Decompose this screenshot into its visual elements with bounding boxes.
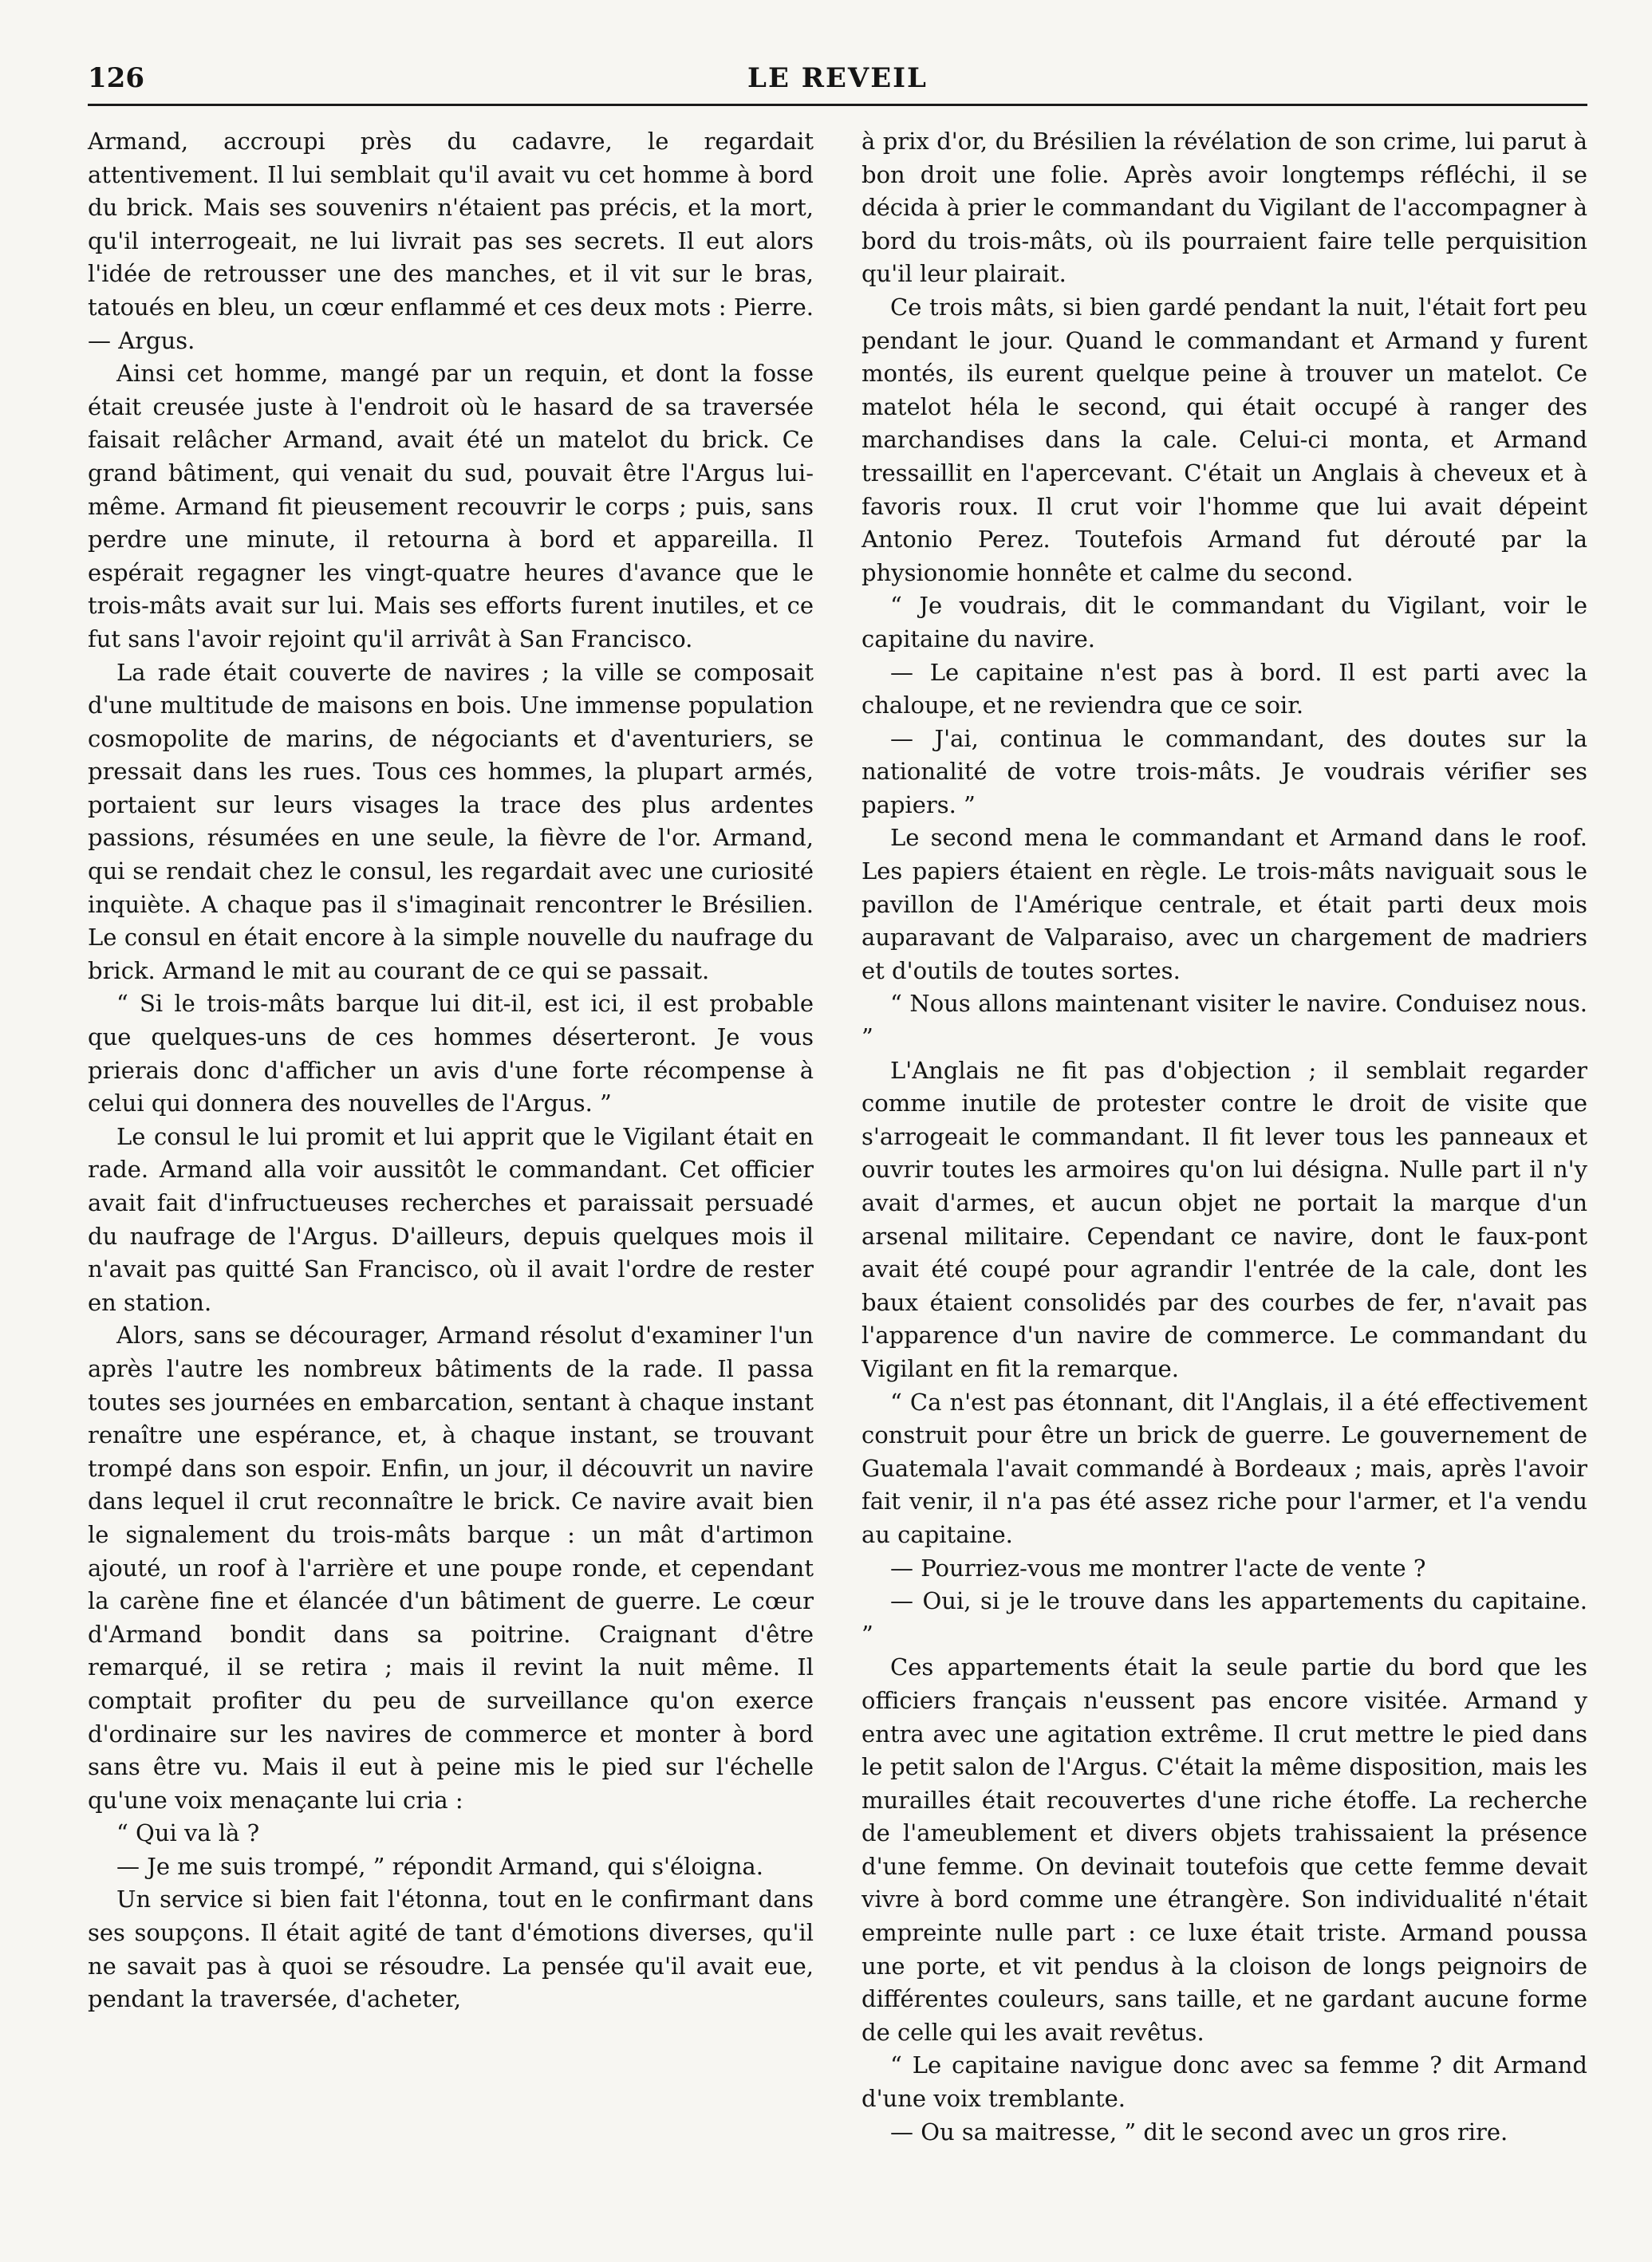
paragraph: “ Le capitaine navigue donc avec sa femme ? dit Armand d'une voix tremblante. — [861, 2051, 1587, 2113]
paragraph: Ainsi cet homme, mangé par un requin, et dont la fosse était creusée juste à l'endroit où le hasard de sa traversée faisait relâcher Armand, avait été un matelot du brick. Ce grand bâtiment, qui venait du sud, pouvait être l'Argus lui-même. Armand fit pieusement recouvrir le corps ; puis, sans perdre une minute, il retourna à bord et appareilla. Il espérait regagner les vingt-quatre heures d'avance que le trois-mâts avait sur lui. Mais ses efforts furent inutiles, et ce fut sans l'avoir rejoint qu'il arrivât à San Francisco. — [88, 360, 814, 652]
paragraph: Le consul le lui promit et lui apprit que le Vigilant était en rade. Armand alla voir aussitôt le commandant. Cet officier avait fait d'infructueuses recherches et paraissait persuadé du naufrage de l'Argus. D'ailleurs, depuis quelques mois il n'avait pas quitté San Francisco, où il avait l'ordre de rester en station. — [88, 1122, 814, 1316]
paragraph: — Je me suis trompé, ” répondit Armand, qui s'éloigna. — [116, 1852, 763, 1880]
paragraph: Armand, accroupi près du cadavre, le regardait attentivement. Il lui semblait qu'il avait vu cet homme à bord du brick. Mais ses souvenirs n'étaient pas précis, et la mort, qu'il interrogeait, ne lui livrait pas ses secrets. Il eut alors l'idée de retrousser une des manches, et il vit sur le bras, tatoués en bleu, un cœur enflammé et ces deux mots : Pierre. — Argus. — [88, 128, 814, 354]
paragraph: La rade était couverte de navires ; la ville se composait d'une multitude de maisons en bois. Une immense population cosmopolite de marins, de négociants et d'aventuriers, se pressait dans les rues. Tous ces hommes, la plupart armés, portaient sur leurs visages la trace des plus ardentes passions, résumées en une seule, la fièvre de l'or. Armand, qui se rendait chez le consul, les regardait avec une curiosité inquiète. A chaque pas il s'imaginait rencontrer le Brésilien. Le consul en était encore à la simple nouvelle du naufrage du brick. Armand le mit au courant de ce qui se passait. — [88, 658, 814, 984]
paragraph: Le second mena le commandant et Armand dans le roof. Les papiers étaient en règle. Le trois-mâts naviguait sous le pavillon de l'Amérique centrale, et était parti deux mois auparavant de Valparaiso, avec un chargement de madriers et d'outils de toutes sortes. — [861, 824, 1587, 984]
left-column — [88, 125, 814, 2149]
page-header — [88, 56, 1587, 106]
paragraph: — J'ai, continua le commandant, des doutes sur la nationalité de votre trois-mâts. Je voudrais vérifier ses papiers. ” — [861, 724, 1587, 818]
paragraph: “ Ca n'est pas étonnant, dit l'Anglais, il a été effectivement construit pour être un brick de guerre. Le gouvernement de Guatemala l'avait commandé à Bordeaux ; mais, après l'avoir fait venir, il n'a pas été assez riche pour l'armer, et l'a vendu au capitaine. — [861, 1388, 1587, 1548]
running-title: LE REVEIL — [747, 62, 928, 94]
paragraph: — Le capitaine n'est pas à bord. Il est parti avec la chaloupe, et ne reviendra que ce soir. — [861, 658, 1587, 719]
paragraph: “ Si le trois-mâts barque lui dit-il, est ici, il est probable que quelques-uns de ces hommes déserteront. Je vous prierais donc d'afficher un avis d'une forte récompense à celui qui donnera des nouvelles de l'Argus. ” — [88, 990, 814, 1117]
paragraph: “ Qui va là ? — [116, 1819, 260, 1847]
page-number: 126 — [88, 62, 144, 94]
paragraph: à prix d'or, du Brésilien la révélation de son crime, lui parut à bon droit une folie. Après avoir longtemps réfléchi, il se décida à prier le commandant du Vigilant de l'accompagner à bord du trois-mâts, où ils pourraient faire telle perquisition qu'il leur plairait. — [861, 128, 1587, 288]
paragraph: — Ou sa maitresse, ” dit le second avec un gros rire. — [890, 2118, 1508, 2146]
paragraph: — Oui, si je le trouve dans les appartements du capitaine. ” — [861, 1587, 1587, 1648]
right-column — [861, 125, 1587, 2149]
text-columns — [88, 125, 1587, 2149]
magazine-page — [88, 56, 1587, 2225]
paragraph: L'Anglais ne fit pas d'objection ; il semblait regarder comme inutile de protester contre le droit de visite que s'arrogeait le commandant. Il fit lever tous les panneaux et ouvrir toutes les armoires qu'on lui désigna. Nulle part il n'y avait d'armes, et aucun objet ne portait la marque d'un arsenal militaire. Cependant ce navire, dont le faux-pont avait été coupé pour agrandir l'entrée de la cale, dont les baux étaient consolidés par des courbes de fer, n'avait pas l'apparence d'un navire de commerce. Le commandant du Vigilant en fit la remarque. — [861, 1056, 1587, 1382]
paragraph: “ Nous allons maintenant visiter le navire. Conduisez nous. ” — [861, 990, 1587, 1051]
paragraph: Ces appartements était la seule partie du bord que les officiers français n'eussent pas encore visitée. Armand y entra avec une agitation extrême. Il crut mettre le pied dans le petit salon de l'Argus. C'était la même disposition, mais les murailles était recouvertes d'une riche étoffe. La recherche de l'ameublement et divers objets trahissaient la présence d'une femme. On devinait toutefois que cette femme devait vivre à bord comme une étrangère. Son individualité n'était empreinte nulle part : ce luxe était triste. Armand poussa une porte, et vit pendus à la cloison de longs peignoirs de différentes couleurs, sans taille, et ne gardant aucune forme de celle qui les avait revêtus. — [861, 1653, 1587, 2046]
paragraph: Ce trois mâts, si bien gardé pendant la nuit, l'était fort peu pendant le jour. Quand le commandant et Armand y furent montés, ils eurent quelque peine à trouver un matelot. Ce matelot héla le second, qui était occupé à ranger des marchandises dans la cale. Celui-ci monta, et Armand tressaillit en l'apercevant. C'était un Anglais à cheveux et à favoris roux. Il crut voir l'homme que lui avait dépeint Antonio Perez. Toutefois Armand fut dérouté par la physionomie honnête et calme du second. — [861, 293, 1587, 586]
paragraph: “ Je voudrais, dit le commandant du Vigilant, voir le capitaine du navire. — [861, 592, 1587, 652]
paragraph: — Pourriez-vous me montrer l'acte de vente ? — [890, 1554, 1426, 1582]
paragraph: Alors, sans se décourager, Armand résolut d'examiner l'un après l'autre les nombreux bâtiments de la rade. Il passa toutes ses journées en embarcation, sentant à chaque instant renaître une espérance, et, à chaque instant, se trouvant trompé dans son espoir. Enfin, un jour, il découvrit un navire dans lequel il crut reconnaître le brick. Ce navire avait bien le signalement du trois-mâts barque : un mât d'artimon ajouté, un roof à l'arrière et une poupe ronde, et cependant la carène fine et élancée d'un bâtiment de guerre. Le cœur d'Armand bondit dans sa poitrine. Craignant d'être remarqué, il se retira ; mais il revint la nuit même. Il comptait profiter du peu de surveillance qu'on exerce d'ordinaire sur les navires de commerce et monter à bord sans être vu. Mais il eut à peine mis le pied sur l'échelle qu'une voix menaçante lui cria : — [88, 1322, 814, 1814]
paragraph: Un service si bien fait l'étonna, tout en le confirmant dans ses soupçons. Il était agité de tant d'émotions diverses, qu'il ne savait pas à quoi se résoudre. La pensée qu'il avait eue, pendant la traversée, d'acheter, — [88, 1886, 814, 2013]
